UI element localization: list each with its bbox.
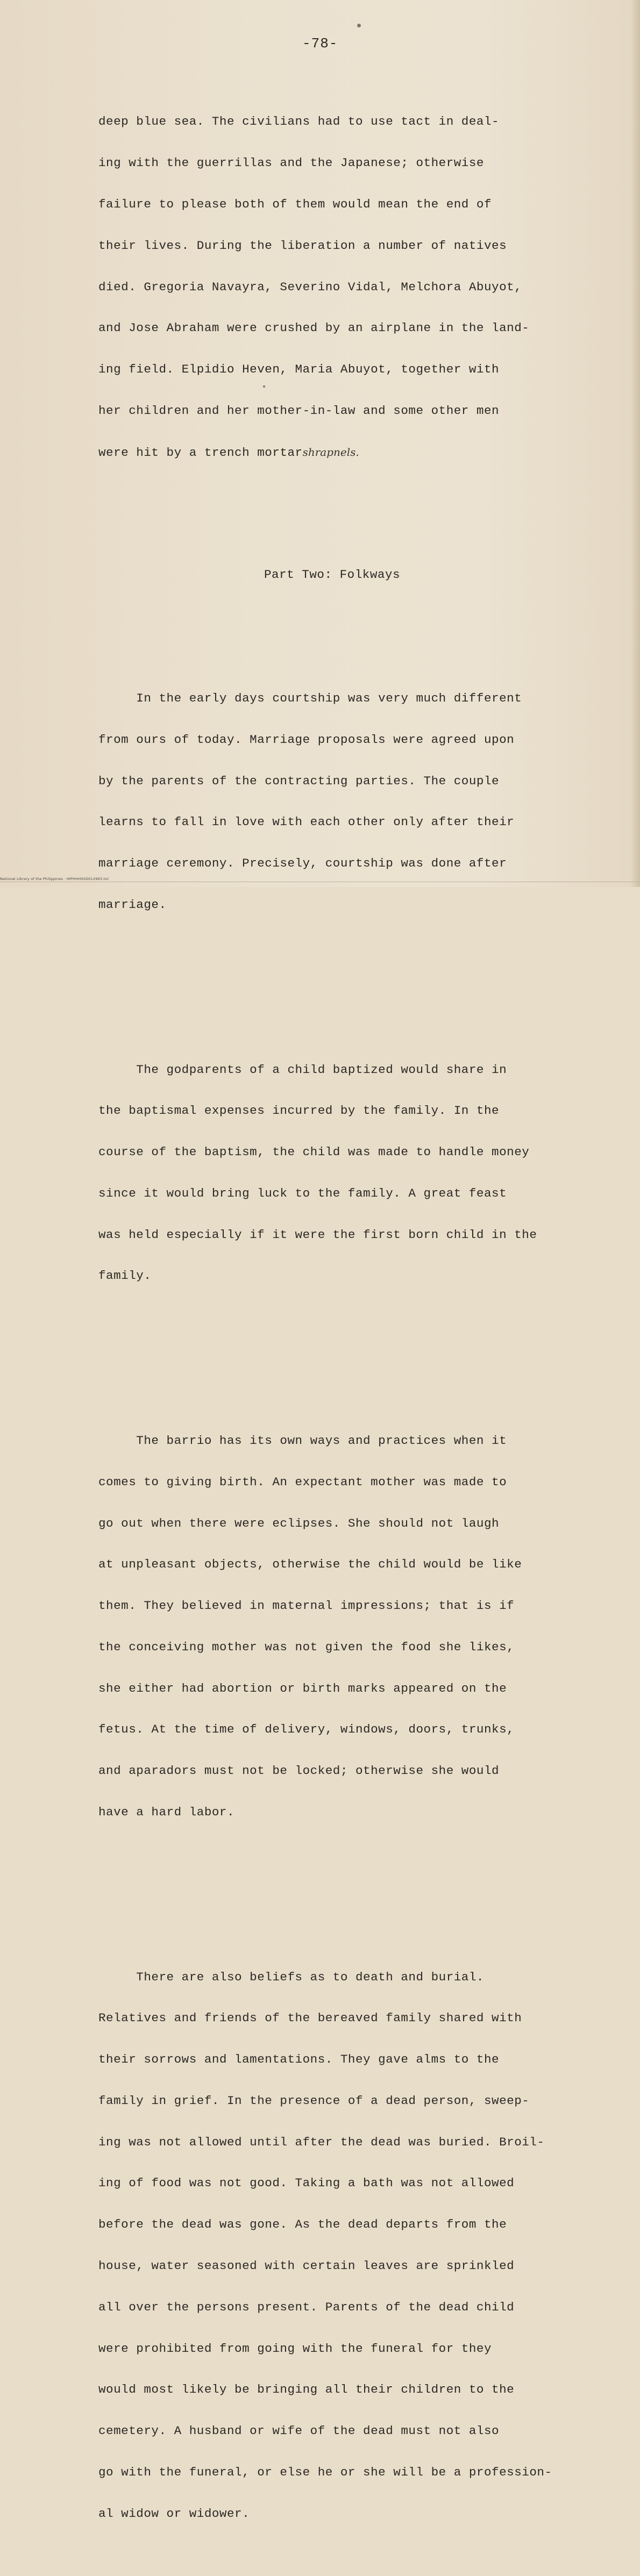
text-line: marriage ceremony. Precisely, courtship was done after: [98, 856, 507, 871]
text-line: by the parents of the contracting parties. The couple: [98, 774, 500, 788]
text-line: was held especially if it were the first born child in the: [98, 1227, 537, 1242]
text-line: The godparents of a child baptized would share in: [98, 1062, 507, 1077]
text-line-with-insert: [98, 446, 582, 460]
text-line: learns to fall in love with each other only after their: [98, 815, 515, 829]
paragraph-gap: [98, 610, 582, 623]
paragraph-baptism: [98, 1035, 582, 1311]
text-line: house, water seasoned with certain leaves are sprinkled: [98, 2259, 515, 2273]
text-line: al widow or widower.: [98, 2506, 250, 2521]
section-heading: Part Two: Folkways: [264, 568, 401, 582]
text-line: and aparadors must not be locked; otherwise she would: [98, 1764, 500, 1778]
paragraph-birth: [98, 1407, 582, 1847]
text-line: fetus. At the time of delivery, windows, doors, trunks,: [98, 1722, 515, 1737]
paragraph-gap: [98, 981, 582, 994]
text-line: failure to please both of them would mean the end of: [98, 197, 492, 211]
text-line: deep blue sea. The civilians had to use tact in deal-: [98, 115, 500, 129]
text-line: ing of food was not good. Taking a bath was not allowed: [98, 2176, 515, 2191]
text-line: cemetery. A husband or wife of the dead must not also: [98, 2424, 500, 2438]
paragraph-war-deaths: [98, 88, 582, 486]
text-line: from ours of today. Marriage proposals were agreed upon: [98, 732, 515, 747]
paragraph-death-burial: [98, 1943, 582, 2548]
archive-footer: National Library of the Philippines · HIPHHHSSD012993.txt: [0, 877, 109, 881]
text-line: marriage.: [98, 898, 167, 912]
text-line: them. They believed in maternal impressions; that is if: [98, 1599, 515, 1613]
text-line: family in grief. In the presence of a dead person, sweep-: [98, 2093, 530, 2108]
handwritten-insert: shrapnels.: [302, 445, 359, 459]
page-number: -78-: [302, 35, 338, 52]
text-line: their lives. During the liberation a number of natives: [98, 238, 507, 253]
text-line: family.: [98, 1269, 152, 1283]
text-line: ing field. Elpidio Heven, Maria Abuyot, together with: [98, 362, 500, 377]
text-line: comes to giving birth. An expectant mother was made to: [98, 1475, 507, 1489]
text-line: their sorrows and lamentations. They gave alms to the: [98, 2052, 500, 2067]
typed-body: [98, 60, 582, 2576]
text-line: died. Gregoria Navayra, Severino Vidal, Melchora Abuyot,: [98, 280, 522, 294]
text-line: have a hard labor.: [98, 1805, 235, 1820]
text-line: go with the funeral, or else he or she will be a profession-: [98, 2465, 552, 2479]
text-line: the baptismal expenses incurred by the family. In the: [98, 1104, 500, 1118]
text-line: before the dead was gone. As the dead departs from the: [98, 2217, 507, 2232]
paragraph-gap: [98, 1352, 582, 1365]
text-line: she either had abortion or birth marks appeared on the: [98, 1681, 507, 1695]
text-line: all over the persons present. Parents of the dead child: [98, 2300, 515, 2314]
text-line: The barrio has its own ways and practices when it: [98, 1434, 507, 1448]
text-line: ing was not allowed until after the dead was buried. Broil-: [98, 2135, 545, 2149]
paragraph-gap: [98, 528, 582, 541]
text-line: since it would bring luck to the family. A great feast: [98, 1186, 507, 1200]
page-edge-shadow: [630, 0, 640, 887]
text-line: and Jose Abraham were crushed by an airplane in the land-: [98, 321, 530, 335]
text-line: were prohibited from going with the funeral for they: [98, 2341, 492, 2356]
paragraph-gap: [98, 1888, 582, 1902]
text-line: her children and her mother-in-law and some other men: [98, 403, 500, 418]
text-line: the conceiving mother was not given the food she likes,: [98, 1640, 515, 1654]
text-line: Relatives and friends of the bereaved family shared with: [98, 2011, 522, 2026]
text-line: were hit by a trench mortar: [98, 445, 303, 460]
text-line: would most likely be bringing all their children to the: [98, 2382, 515, 2397]
text-line: course of the baptism, the child was made to handle money: [98, 1145, 530, 1160]
text-line: at unpleasant objects, otherwise the child would be like: [98, 1557, 522, 1572]
punch-hole-mark: [357, 24, 361, 27]
text-line: In the early days courtship was very much different: [98, 691, 522, 706]
text-line: There are also beliefs as to death and burial.: [98, 1970, 484, 1984]
paragraph-courtship: [98, 664, 582, 940]
text-line: go out when there were eclipses. She should not laugh: [98, 1516, 500, 1530]
text-line: ing with the guerrillas and the Japanese; otherwise: [98, 156, 484, 170]
